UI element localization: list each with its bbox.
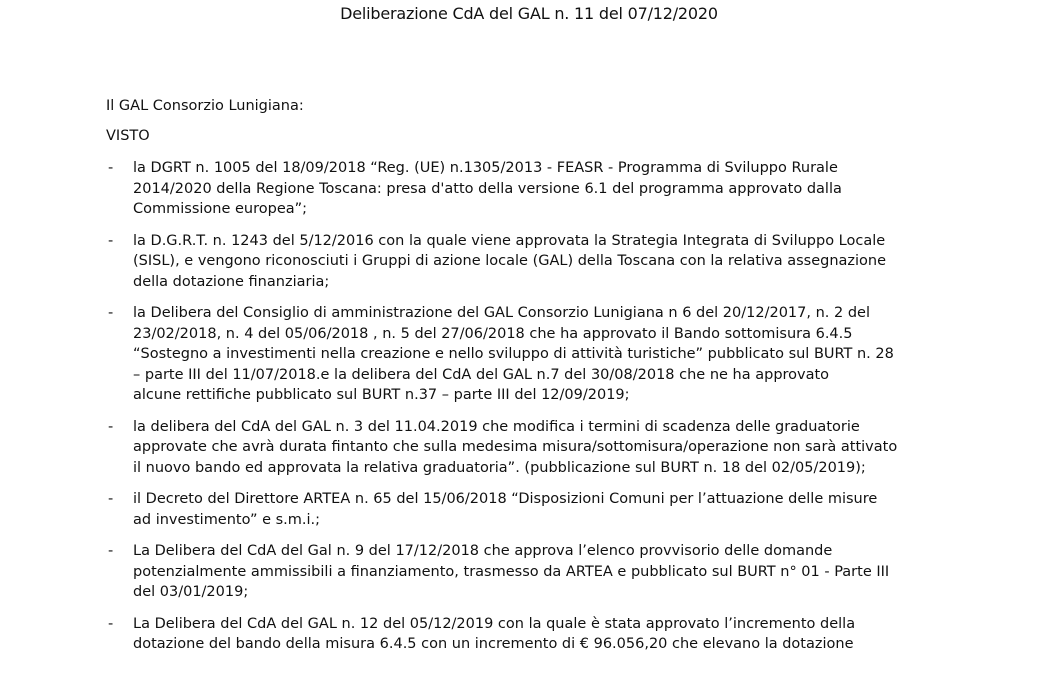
recital-line: Commissione europea”; — [133, 201, 308, 217]
recital-text — [133, 614, 960, 655]
recital-text — [133, 541, 960, 603]
recital-line: – parte III del 11/07/2018.e la delibera del CdA del GAL n.7 del 30/08/2018 che ne ha approvato — [133, 366, 830, 383]
recital-item — [108, 417, 960, 479]
recital-text — [133, 231, 960, 293]
recital-text — [133, 489, 960, 530]
recital-line: la Delibera del Consiglio di amministrazione del GAL Consorzio Lunigiana n 6 del 20/12/2017, n. 2 del — [133, 305, 870, 321]
recital-line: 2014/2020 della Regione Toscana: presa d'atto della versione 6.1 del programma approvato dalla — [133, 180, 842, 197]
bullet-dash: - — [108, 615, 114, 632]
recital-text — [133, 417, 960, 479]
recital-item — [108, 158, 960, 220]
recital-line: la delibera del CdA del GAL n. 3 del 11.04.2019 che modifica i termini di scadenza delle graduatorie — [133, 418, 860, 435]
recital-item — [108, 489, 960, 530]
issuer-line: Il GAL Consorzio Lunigiana: — [106, 98, 304, 114]
bullet-dash: - — [108, 160, 114, 176]
recital-line: “Sostegno a investimenti nella creazione e nello sviluppo di attività turistiche” pubblicato sul BURT n. 28 — [133, 346, 894, 362]
recital-line: ad investimento” e s.m.i.; — [133, 511, 321, 528]
bullet-dash: - — [108, 232, 114, 249]
recital-line: il Decreto del Direttore ARTEA n. 65 del 15/06/2018 “Disposizioni Comuni per l’attuazione delle misure — [133, 491, 878, 507]
recital-line: La Delibera del CdA del GAL n. 12 del 05/12/2019 con la quale è stata approvato l’incremento della — [133, 615, 856, 632]
recital-line: dotazione del bando della misura 6.4.5 con un incremento di € 96.056,20 che elevano la dotazione — [133, 636, 854, 652]
bullet-dash: - — [108, 418, 114, 435]
recital-line: la DGRT n. 1005 del 18/09/2018 “Reg. (UE) n.1305/2013 - FEASR - Programma di Sviluppo Rurale — [133, 160, 838, 176]
recital-line: alcune rettifiche pubblicato sul BURT n.37 – parte III del 12/09/2019; — [133, 387, 630, 403]
recital-line: approvate che avrà durata fintanto che sulla medesima misura/sottomisura/operazione non sarà attivato — [133, 439, 898, 455]
recital-line: La Delibera del CdA del Gal n. 9 del 17/12/2018 che approva l’elenco provvisorio delle domande — [133, 543, 833, 559]
recital-line: della dotazione finanziaria; — [133, 273, 330, 290]
recital-line: la D.G.R.T. n. 1243 del 5/12/2016 con la quale viene approvata la Strategia Integrata di Sviluppo Locale — [133, 232, 886, 249]
recital-line: (SISL), e vengono riconosciuti i Gruppi di azione locale (GAL) della Toscana con la relativa assegnazione — [133, 253, 887, 269]
bullet-dash: - — [108, 491, 114, 507]
recital-item — [108, 231, 960, 293]
document-title: Deliberazione CdA del GAL n. 11 del 07/12/2020 — [340, 4, 718, 23]
recital-item — [108, 541, 960, 603]
bullet-dash: - — [108, 543, 114, 559]
recital-text — [133, 303, 960, 406]
recital-line: il nuovo bando ed approvata la relativa graduatoria”. (pubblicazione sul BURT n. 18 del 02/05/2019); — [133, 459, 866, 476]
recital-text — [133, 158, 960, 220]
recital-item — [108, 614, 960, 655]
bullet-dash: - — [108, 305, 114, 321]
recitals-list — [108, 158, 960, 666]
recital-line: 23/02/2018, n. 4 del 05/06/2018 , n. 5 del 27/06/2018 che ha approvato il Bando sottomisura 6.4.5 — [133, 325, 853, 342]
visto-heading: VISTO — [106, 128, 150, 144]
recital-line: del 03/01/2019; — [133, 584, 249, 600]
recital-line: potenzialmente ammissibili a finanziamento, trasmesso da ARTEA e pubblicato sul BURT n° 01 - Parte III — [133, 563, 890, 580]
recital-item — [108, 303, 960, 406]
